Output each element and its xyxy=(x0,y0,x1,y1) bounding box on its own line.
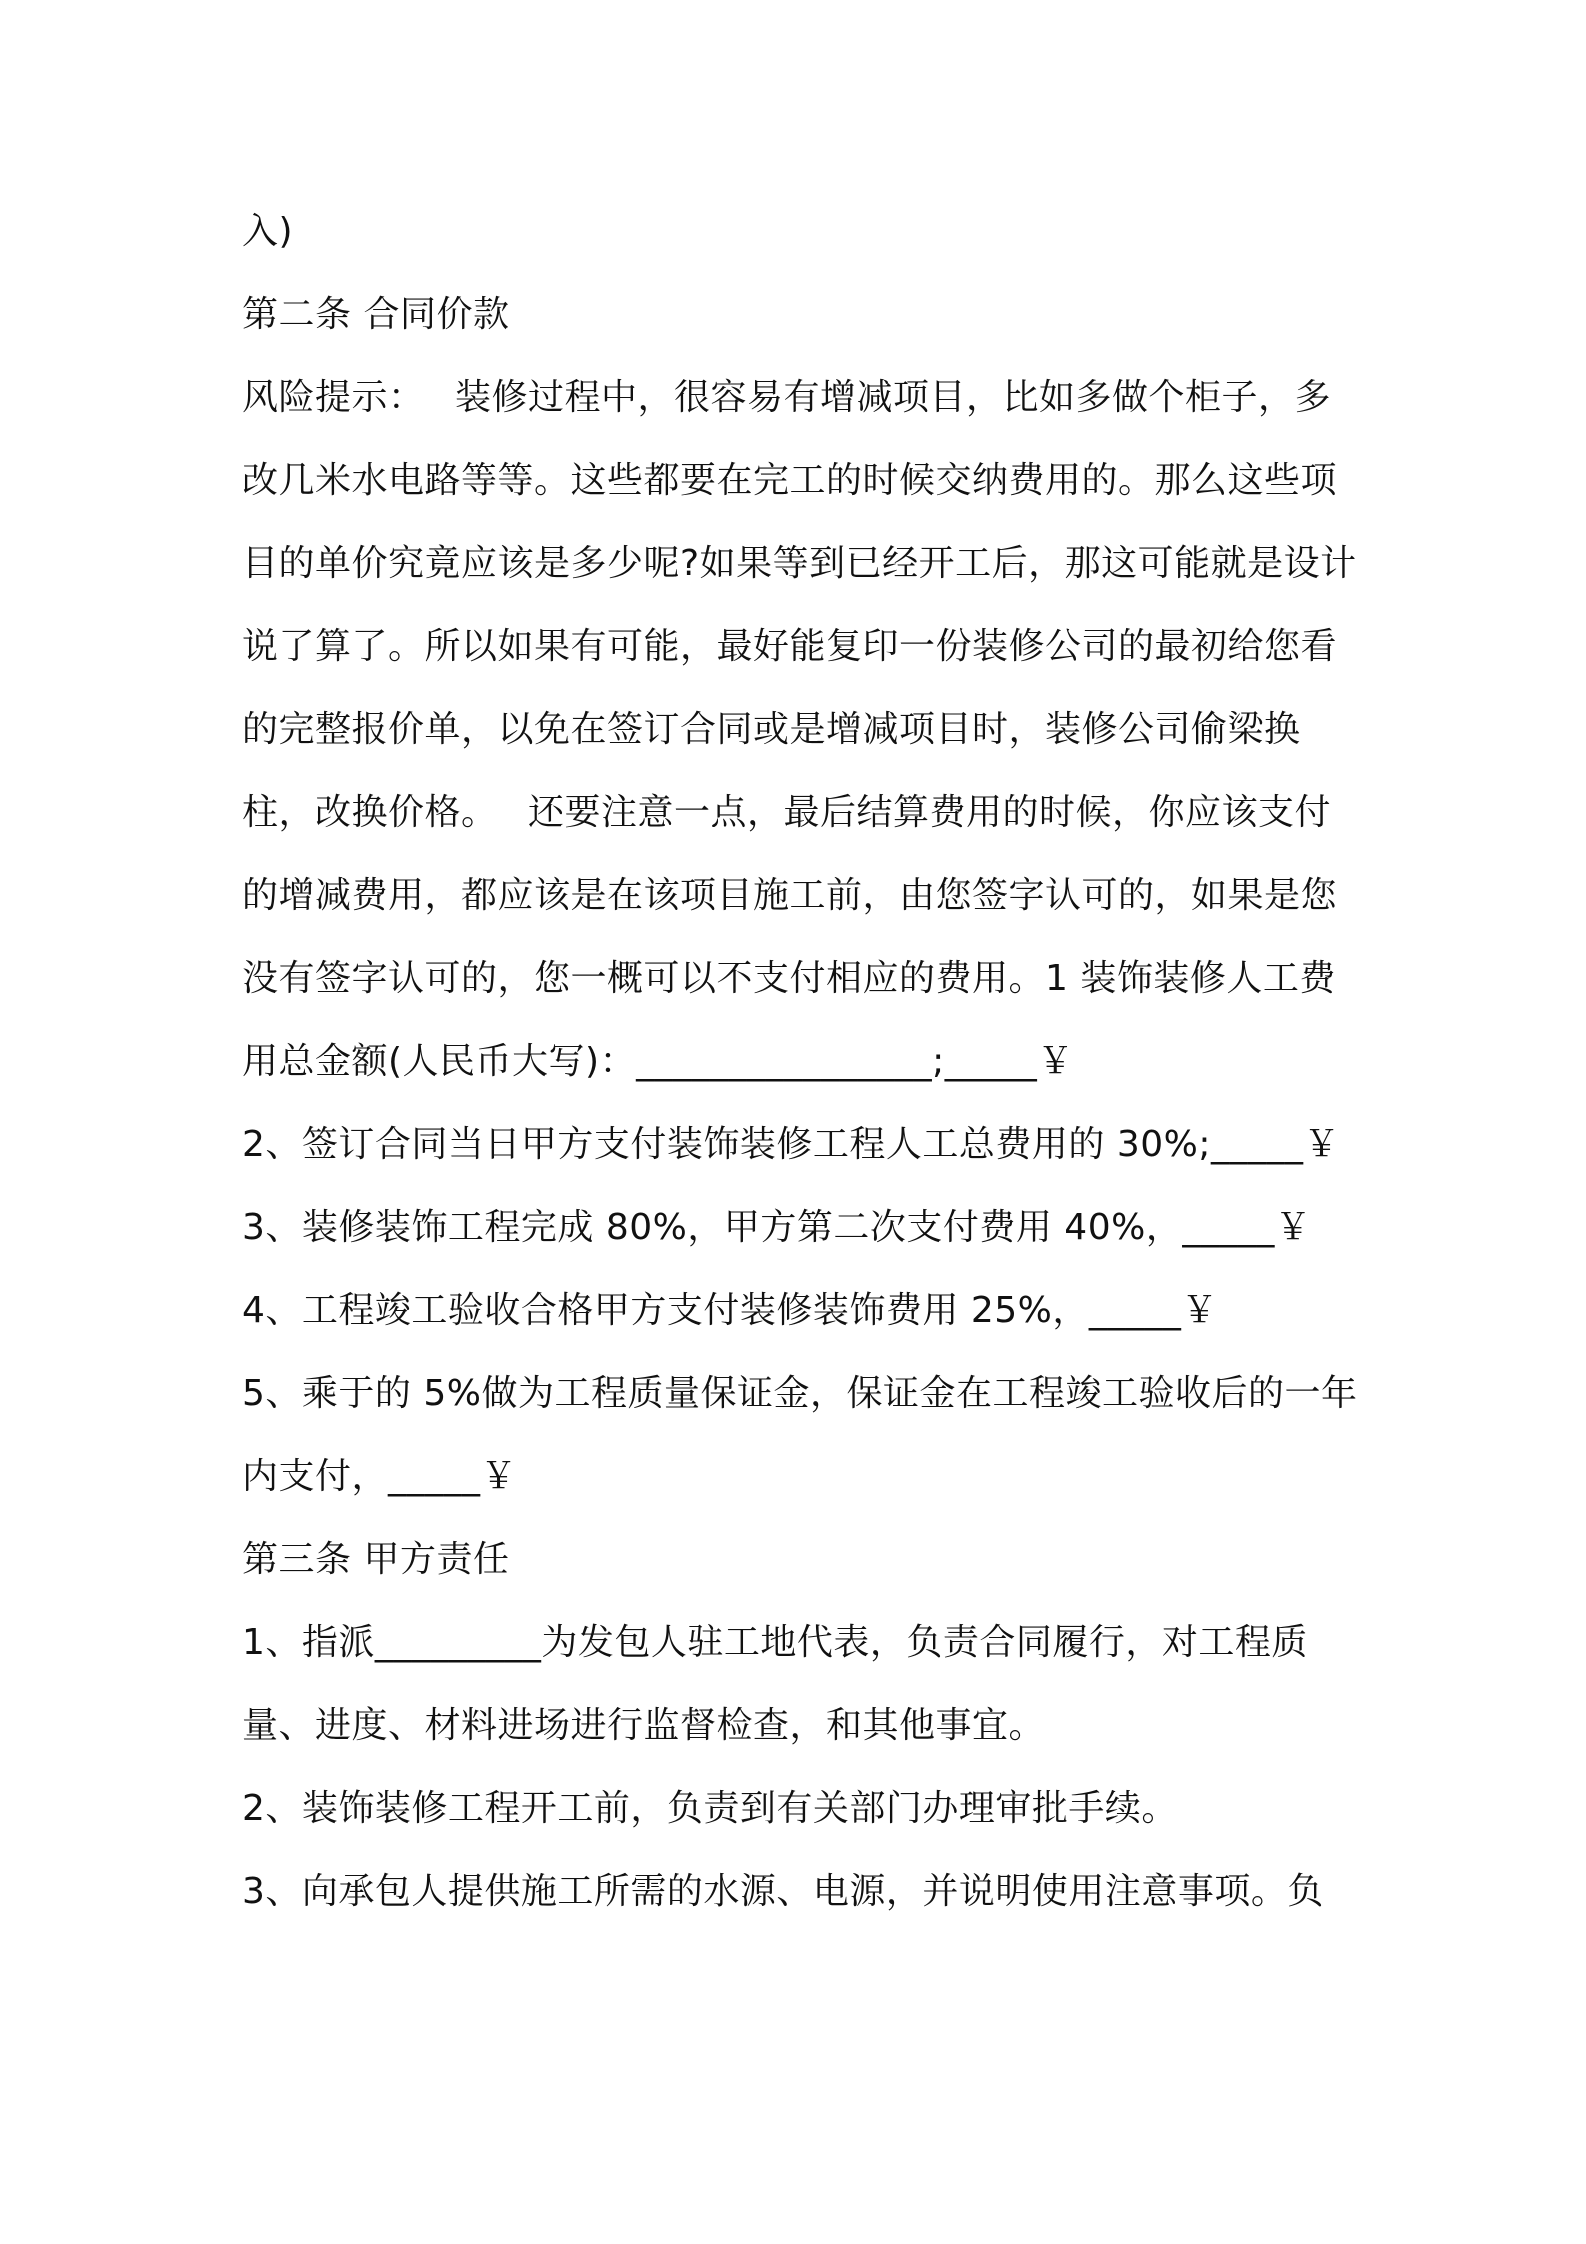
paragraph-duty-1: 1、指派_________为发包人驻工地代表，负责合同履行，对工程质量、进度、材料进场进行监督检查，和其他事宜。 xyxy=(242,1622,1308,1746)
paragraph-payment-2: 2、签订合同当日甲方支付装饰装修工程人工总费用的 30%;_____￥ xyxy=(242,1124,1340,1165)
paragraph-payment-4: 4、工程竣工验收合格甲方支付装修装饰费用 25%，_____￥ xyxy=(242,1290,1218,1331)
document-page xyxy=(242,190,1362,1933)
paragraph-duty-3: 3、向承包人提供施工所需的水源、电源，并说明使用注意事项。负 xyxy=(242,1871,1324,1912)
paragraph-continuation: 入) xyxy=(242,211,294,252)
paragraph-risk-notice: 风险提示： 装修过程中，很容易有增减项目，比如多做个柜子，多改几米水电路等等。这些都要在完工的时候交纳费用的。那么这些项目的单价究竟应该是多少呢?如果等到已经开工后，那这可能就是设计说了算了。所以如果有可能，最好能复印一份装修公司的最初给您看的完整报价单，以免在签订合同或是增减项目时，装修公司偷梁换柱，改换价格。 还要注意一点，最后结算费用的时候，你应该支付的增减费用，都应该是在该项目施工前，由您签字认可的，如果是您没有签字认可的，您一概可以不支付相应的费用。1 装饰装修人工费用总金额(人民币大写)：________________;_____￥ xyxy=(242,377,1357,1082)
paragraph-payment-5: 5、乘于的 5%做为工程质量保证金，保证金在工程竣工验收后的一年内支付，_____￥ xyxy=(242,1373,1358,1497)
paragraph-duty-2: 2、装饰装修工程开工前，负责到有关部门办理审批手续。 xyxy=(242,1788,1178,1829)
paragraph-payment-3: 3、装修装饰工程完成 80%，甲方第二次支付费用 40%，_____￥ xyxy=(242,1207,1312,1248)
section-heading-contract-price: 第二条 合同价款 xyxy=(242,294,510,335)
section-heading-party-a-duties: 第三条 甲方责任 xyxy=(242,1539,510,1580)
